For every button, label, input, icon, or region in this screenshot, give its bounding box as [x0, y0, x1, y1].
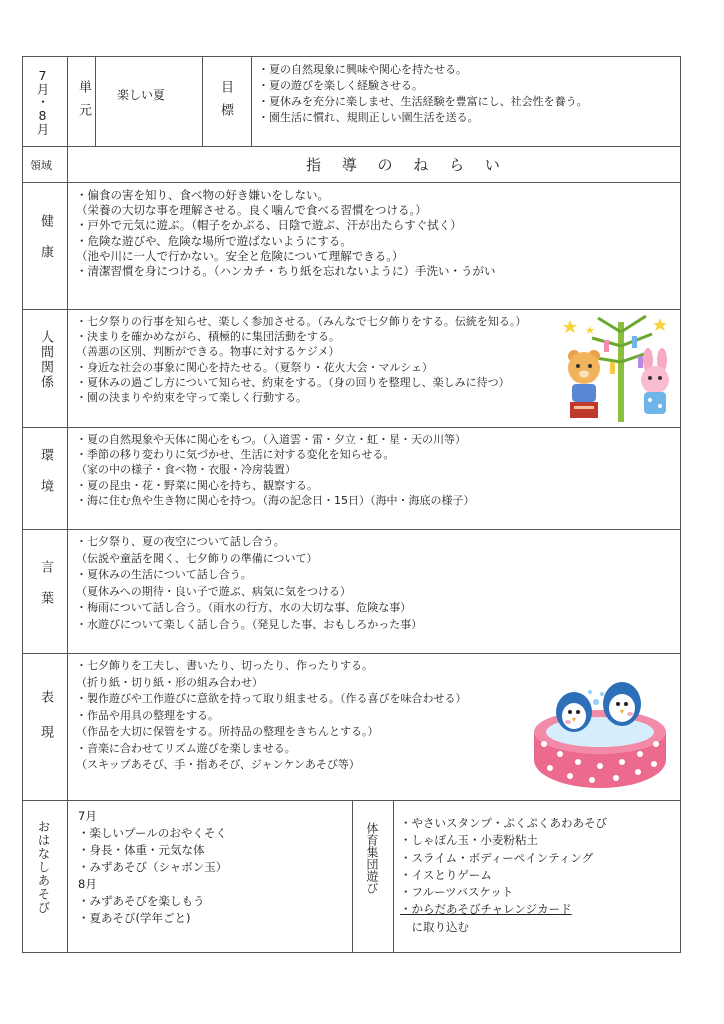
aim-line: ・音楽に合わせてリズム遊びを楽しませる。 [76, 741, 296, 755]
goal-label: 目標 [218, 80, 233, 126]
aim-line: ・偏食の害を知り、食べ物の好き嫌いをしない。 [76, 188, 329, 202]
goals-list [258, 62, 588, 126]
aim-line: （家の中の様子・食べ物・衣服・冷房装置） [76, 463, 296, 477]
star-icon [563, 318, 667, 334]
bear-icon [568, 350, 600, 418]
domain-label-expression: 表現 [38, 690, 53, 760]
unit-label: 単元 [76, 80, 91, 126]
aim-line: ・決まりを確かめながら、積極的に集団活動をする。 [76, 330, 340, 344]
penguin-icon [556, 692, 592, 732]
aim-line: ・七夕祭りの行事を知らせ、楽しく参加させる。（みんなで七夕飾りをする。伝統を知る。） [76, 315, 527, 328]
aim-line: （折り紙・切り紙・形の組み合わせ） [76, 675, 263, 689]
aim-line: ・夏の自然現象や天体に関心をもつ。（入道雲・雷・夕立・虹・星・天の川等） [76, 433, 467, 446]
goal-item: ・夏の自然現象に興味や関心を持たせる。 [258, 63, 467, 76]
aim-line: ・園の決まりや約束を守って楽しく行動する。 [76, 391, 307, 405]
goal-item: ・夏休みを充分に楽しませ、生活経験を豊富にし、社会性を養う。 [258, 95, 588, 108]
relations-aims-list [76, 314, 526, 405]
aim-line: （池や川に一人で行かない。安全と危険について理解できる。） [76, 248, 404, 263]
aim-line: （スキップあそび、手・指あそび、ジャンケンあそび等） [76, 758, 360, 771]
ohanashi-list [78, 808, 227, 927]
domain-label-health: 健康 [38, 214, 53, 276]
aim-line: （栄養の大切な事を理解させる。良く噛んで食べる習慣をつける。） [76, 203, 427, 218]
aim-line: ・梅雨について話し合う。（雨水の行方、水の大切な事、危険な事） [76, 601, 412, 614]
domain-label-relations: 人間関係 [38, 330, 53, 390]
aim-line: ・夏休みの過ごし方について知らせ、約束をする。（身の回りを整理し、楽しみに待つ） [76, 375, 510, 389]
aim-line: ・夏の昆虫・花・野菜に関心を持ち、観察する。 [76, 478, 318, 492]
list-item: ・みずあそび（シャボン玉） [78, 860, 228, 874]
expression-aims-list [76, 658, 467, 774]
aim-line: ・製作遊びや工作遊びに意欲を持って取り組ませる。（作る喜びを味合わせる） [76, 692, 467, 705]
domain-header-label: 領域 [30, 159, 52, 172]
water-splash-icon [588, 690, 604, 705]
tanabata-illustration [560, 312, 678, 424]
aim-line: ・季節の移り変わりに気づかせ、生活に対する変化を知らせる。 [76, 448, 395, 462]
aim-line: ・身近な社会の事象に関心を持たせる。（夏祭り・花火大会・マルシェ） [76, 360, 434, 374]
domain-label-language: 言葉 [38, 560, 53, 622]
list-item: ・からだあそびチャレンジカード [400, 902, 572, 917]
aim-line: ・七夕祭り、夏の夜空について話し合う。 [76, 535, 285, 548]
pool-icon [534, 710, 666, 788]
aim-line: ・清潔習慣を身につける。（ハンカチ・ちり紙を忘れないように）手洗い・うがい [76, 264, 496, 279]
list-item: ・しゃぼん玉・小麦粉粘土 [400, 833, 538, 848]
environment-aims-list [76, 432, 475, 508]
list-item: 7月 [78, 809, 97, 823]
goal-item: ・園生活に慣れ、規則正しい園生活を送る。 [258, 111, 479, 124]
aim-line: （作品を大切に保管をする。所持品の整理をきちんとする。） [76, 725, 379, 738]
list-item: 8月 [78, 877, 97, 891]
list-item: ・イスとりゲーム [400, 867, 492, 882]
aim-line: ・夏休みの生活について話し合う。 [76, 568, 252, 581]
list-item: ・身長・体重・元気な体 [78, 843, 205, 857]
aim-title: 指 導 の ね ら い [306, 156, 508, 174]
rabbit-icon [641, 348, 669, 414]
list-item: ・みずあそびを楽しもう [78, 894, 205, 908]
list-item: ・やさいスタンプ・ぷくぷくあわあそび [400, 816, 607, 830]
ohanashi-label: おはなしあそび [36, 820, 51, 915]
list-item: ・楽しいプールのおやくそく [78, 826, 227, 840]
aim-line: ・水遊びについて楽しく話し合う。（発見した事、おもしろかった事） [76, 617, 423, 631]
penguin-pool-illustration [530, 672, 670, 790]
aim-line: ・戸外で元気に遊ぶ。（帽子をかぶる、日陰で遊ぶ、汗が出たらすぐ拭く） [76, 218, 462, 233]
penguin-icon [603, 682, 641, 726]
language-aims-list [76, 534, 422, 633]
list-item: ・フルーツバスケット [400, 885, 514, 900]
aim-line: ・作品や用具の整理をする。 [76, 708, 219, 722]
taiiku-list [400, 815, 607, 936]
month-label: 7月・8月 [35, 68, 50, 136]
aim-line: （伝説や童話を聞く、七夕飾りの準備について） [76, 551, 318, 565]
bamboo-icon [592, 316, 652, 422]
aim-line: （善悪の区別、判断ができる。物事に対するケジメ） [76, 345, 340, 359]
aim-line: （夏休みへの期待・良い子で遊ぶ、病気に気をつける） [76, 584, 351, 598]
aim-line: ・七夕飾りを工夫し、書いたり、切ったり、作ったりする。 [76, 659, 373, 672]
health-aims-list [76, 188, 496, 279]
list-item: に取り込む [400, 919, 469, 934]
unit-value: 楽しい夏 [117, 88, 166, 102]
list-item: ・スライム・ボディーペインティング [400, 850, 594, 865]
aim-line: ・海に住む魚や生き物に関心を持つ。（海の記念日・15日）（海中・海底の様子） [76, 493, 475, 507]
taiiku-label: 体育集団遊び [365, 822, 379, 894]
domain-label-environment: 環境 [38, 448, 53, 510]
list-item: ・夏あそび(学年ごと) [78, 911, 191, 925]
goal-item: ・夏の遊びを楽しく経験させる。 [258, 79, 423, 92]
aim-line: ・危険な遊びや、危険な場所で遊ばないようにする。 [76, 233, 352, 248]
